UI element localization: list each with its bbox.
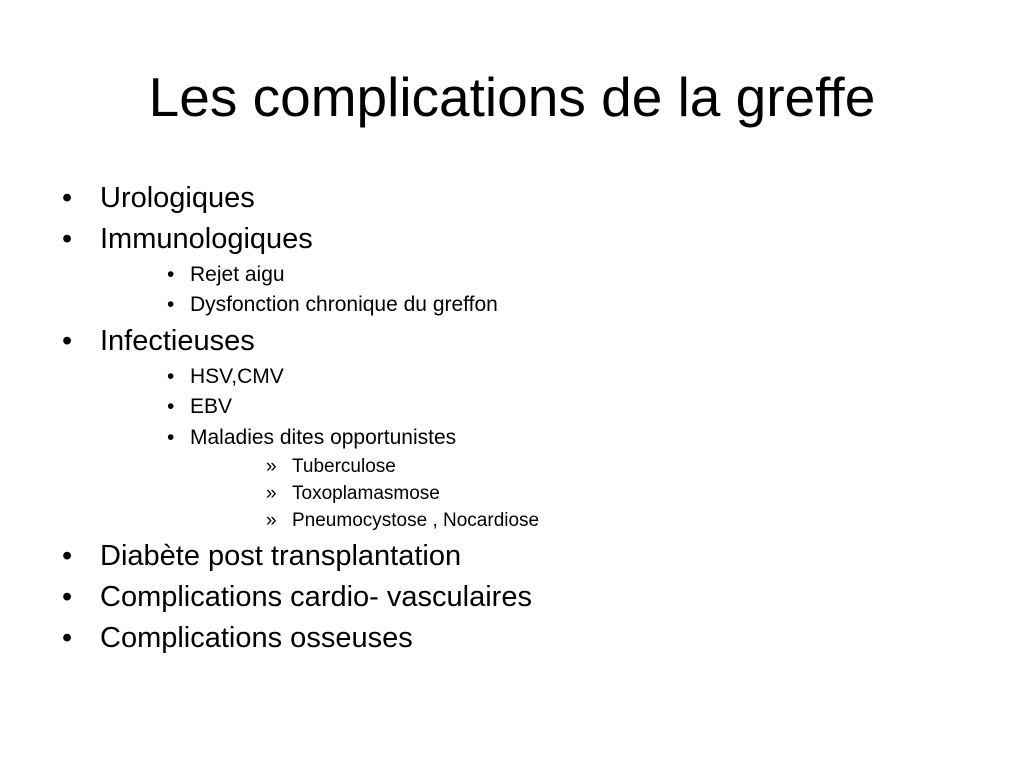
list-item-text: Toxoplamasmose	[292, 483, 440, 504]
list-item-text: Rejet aigu	[190, 263, 285, 286]
list-item	[266, 482, 440, 506]
list-item-text: Complications cardio- vasculaires	[100, 581, 532, 613]
list-item-text: Maladies dites opportunistes	[190, 426, 457, 449]
list-item-text: Pneumocystose , Nocardiose	[292, 510, 540, 531]
bullet-icon: »	[266, 510, 277, 531]
list-item	[62, 324, 255, 358]
list-item-text: Complications osseuses	[100, 622, 413, 654]
list-item	[62, 539, 461, 573]
bullet-icon: •	[62, 223, 73, 255]
bullet-icon: •	[167, 426, 175, 449]
list-item	[62, 222, 313, 256]
list-item	[167, 425, 456, 451]
list-item	[266, 509, 539, 533]
list-item	[167, 262, 285, 288]
list-item-text: Immunologiques	[100, 223, 313, 255]
list-item	[167, 292, 498, 318]
list-item	[62, 580, 532, 614]
bullet-icon: •	[167, 263, 175, 286]
bullet-icon: •	[62, 182, 73, 214]
list-item-text: Dysfonction chronique du greffon	[190, 293, 498, 316]
bullet-icon: •	[167, 395, 175, 418]
list-item	[62, 181, 255, 215]
bullet-icon: •	[62, 325, 73, 357]
list-item-text: Urologiques	[100, 182, 255, 214]
list-item	[167, 364, 284, 390]
list-item-text: HSV,CMV	[190, 365, 284, 388]
list-item	[266, 455, 396, 479]
bullet-icon: »	[266, 456, 277, 477]
bullet-icon: •	[167, 293, 175, 316]
bullet-icon: •	[62, 622, 73, 654]
bullet-icon: »	[266, 483, 277, 504]
bullet-icon: •	[62, 540, 73, 572]
list-item	[62, 621, 413, 655]
slide-title: Les complications de la greffe	[148, 66, 876, 128]
bullet-icon: •	[167, 365, 175, 388]
list-item-text: Infectieuses	[100, 325, 255, 357]
list-item	[167, 394, 232, 420]
bullet-icon: •	[62, 581, 73, 613]
list-item-text: Diabète post transplantation	[100, 540, 462, 572]
list-item-text: Tuberculose	[292, 456, 396, 477]
list-item-text: EBV	[190, 395, 233, 418]
